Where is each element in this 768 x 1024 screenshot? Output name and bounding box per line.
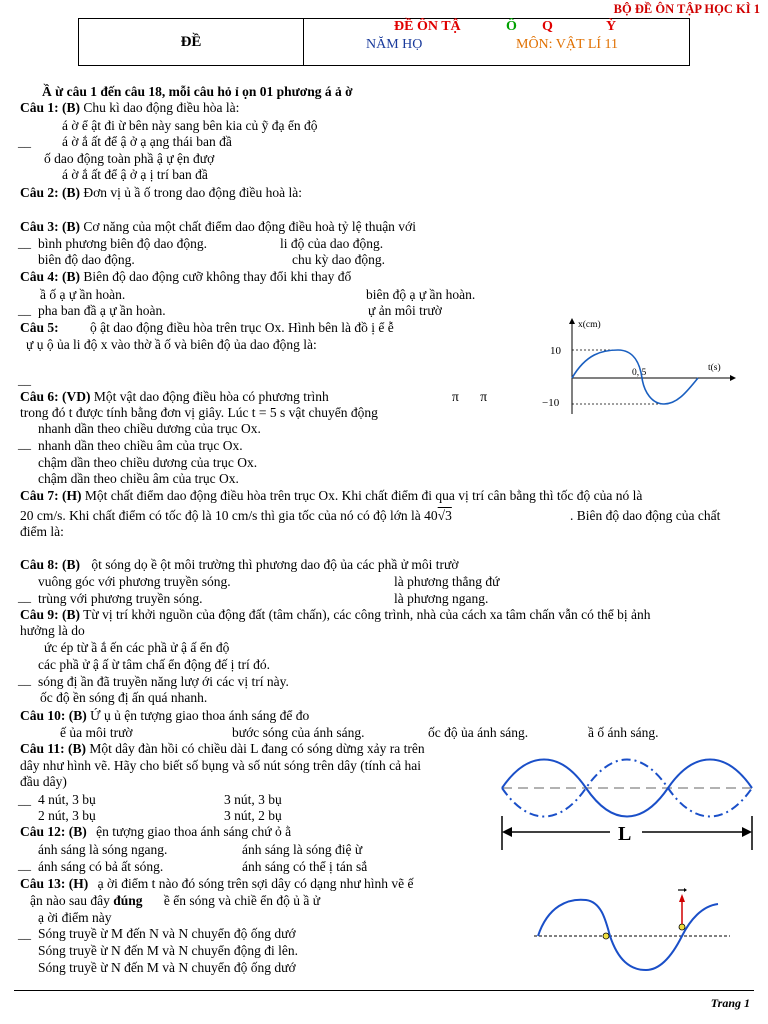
- q8-option-a: vuông góc với phương truyền sóng.: [38, 574, 231, 589]
- q12-option-c: ánh sáng có bả ất sóng.: [38, 859, 164, 874]
- q4-label: Câu 4: (B): [20, 269, 80, 284]
- q6-option-b: nhanh dần theo chiều âm của trục Ox.: [38, 438, 243, 453]
- q7-text: Một chất điểm dao động điều hòa trên trục Ox. Khi chất điểm đi qua vị trí cân bằng thì tốc độ của nó là: [84, 488, 643, 503]
- question-12: [20, 824, 291, 840]
- header-left-label: ĐỀ: [79, 19, 304, 65]
- q1-option-c: ố dao động toàn phầ ậ ự ện đượ: [44, 151, 215, 166]
- q13-option-a: Sóng truyề ừ M đến N và N chuyển độ ống dướ: [38, 926, 296, 941]
- q4-option-a: ầ ố ạ ự ần hoàn.: [40, 287, 126, 302]
- q5-text: ộ ật dao động điều hòa trên trục Ox. Hình bên là đồ ị ể ễ: [90, 320, 394, 335]
- q11-option-c: 2 nút, 3 bụ: [38, 808, 96, 823]
- header-right-cell: [304, 19, 689, 65]
- q2-label: Câu 2: (B): [20, 185, 80, 200]
- q7-label: Câu 7: (H): [20, 488, 82, 503]
- q9-option-a: ức ép từ ầ ắ ến các phầ ử ậ ấ ển độ: [44, 640, 230, 655]
- point-n: [679, 924, 685, 930]
- q12-label: Câu 12: (B): [20, 824, 87, 839]
- header-title-part-3: Q: [542, 19, 553, 34]
- q8-label: Câu 8: (B): [20, 557, 80, 572]
- q3-option-c: biên độ dao động.: [38, 252, 135, 267]
- q5-label: Câu 5:: [20, 320, 59, 335]
- q11-label: Câu 11: (B): [20, 741, 87, 756]
- point-m: [603, 933, 609, 939]
- q12-option-b: ánh sáng là sóng điệ ừ: [242, 842, 363, 857]
- q11-standing-wave-figure: [498, 748, 760, 856]
- header-title-part-1: ĐỀ ÔN TẬ: [394, 19, 461, 34]
- series-title: BỘ ĐỀ ÔN TẬP HỌC KÌ 1: [613, 2, 760, 16]
- q1-option-a: á ờ ể ật đi ừ bên này sang bên kia củ ỹ đạ ển độ: [62, 118, 318, 133]
- q1-label: Câu 1: (B): [20, 100, 80, 115]
- q7-text-line3: điểm là:: [20, 524, 64, 539]
- q10-option-c: ốc độ ủa ánh sáng.: [428, 725, 529, 740]
- q3-text: Cơ năng của một chất điểm dao động điều hoà tỷ lệ thuận với: [83, 219, 416, 234]
- q6-text: Một vật dao động điều hòa có phương trình: [93, 389, 329, 404]
- section-intro: Ầ ừ câu 1 đến câu 18, mỗi câu hỏ ỉ ọn 01 phương á ả ờ: [42, 84, 353, 99]
- q8-option-c: trùng với phương truyền sóng.: [38, 591, 203, 606]
- question-7: [20, 488, 642, 504]
- q13-option-c: Sóng truyề ừ N đến M và N chuyển độ ống dướ: [38, 960, 296, 975]
- q13-text-line2: [30, 893, 320, 909]
- question-8: [20, 557, 459, 573]
- q9-option-c: sóng đị ần đã truyền năng lượ ới các vị trí này.: [38, 674, 289, 689]
- q13-label: Câu 13: (H): [20, 876, 89, 891]
- q7-text-line2b: . Biên độ dao động của chất: [570, 508, 721, 523]
- q7-text-line2: [20, 508, 452, 524]
- footer-divider: [14, 990, 754, 991]
- q5-graph: [538, 316, 744, 420]
- q9-text: Từ vị trí khởi nguồn của động đất (tâm chấn), các công trình, nhà của cách xa tâm chấn vẫn có thể bị ảnh: [83, 607, 651, 622]
- graph-t-mark: 0, 5: [632, 368, 647, 378]
- header-title-part-4: Ỳ: [606, 19, 617, 34]
- q4-text: Biên độ dao động cưỡ không thay đổi khi thay đổ: [83, 269, 352, 284]
- header-subject: MÔN: VẬT LÍ 11: [516, 37, 619, 52]
- q3-option-b: li độ của dao động.: [280, 236, 384, 251]
- q13-line2-c: ề ển sóng và chiề ển độ ủ ầ ử: [163, 893, 321, 908]
- q7-sqrt: √3: [437, 508, 452, 523]
- graph-y-max: 10: [550, 345, 561, 357]
- graph-y-min: −10: [542, 397, 560, 409]
- q11-option-d: 3 nút, 2 bụ: [224, 808, 282, 823]
- page-number: Trang 1: [710, 996, 750, 1010]
- q9-text-line2: hưởng là do: [20, 623, 85, 638]
- q1-option-b: á ờ ắ ất để ậ ở ạ ạng thái ban đầ: [62, 134, 232, 149]
- q13-option-b: Sóng truyề ừ N đến M và N chuyển động đi lên.: [38, 943, 299, 958]
- q11-text-line3: đầu dây): [20, 774, 67, 789]
- header-title-part-2: Ô: [506, 19, 517, 34]
- q8-text: ột sóng dọ ề ột môi trường thì phương dao độ ủa các phầ ử môi trườ: [91, 557, 459, 572]
- q7-text-line2a: 20 cm/s. Khi chất điểm có tốc độ là 10 cm/s thì gia tốc của nó có độ lớn là 40: [20, 508, 438, 523]
- q13-line2-b: đúng: [113, 893, 143, 908]
- q10-option-b: bước sóng của ánh sáng.: [232, 725, 365, 740]
- q6-label: Câu 6: (VD): [20, 389, 91, 404]
- question-4: [20, 269, 351, 285]
- q11-option-a: 4 nút, 3 bụ: [38, 792, 96, 807]
- q12-option-d: ánh sáng có thể ị tán sắ: [242, 859, 368, 874]
- q13-text-line3: ạ ời điểm này: [38, 910, 112, 925]
- q2-text: Đơn vị ủ ầ ố trong dao động điều hoà là:: [83, 185, 302, 200]
- header-table: [78, 18, 690, 66]
- q12-text: ện tượng giao thoa ánh sáng chứ ỏ ằ: [96, 824, 292, 839]
- question-9: [20, 607, 651, 623]
- q10-label: Câu 10: (B): [20, 708, 87, 723]
- q12-option-a: ánh sáng là sóng ngang.: [38, 842, 168, 857]
- question-11: [20, 741, 425, 757]
- q8-option-b: là phương thẳng đứ: [394, 574, 500, 589]
- q13-wave-figure: [534, 886, 734, 976]
- q1-text: Chu kì dao động điều hòa là:: [83, 100, 240, 115]
- graph-t-axis-label: t(s): [708, 363, 721, 373]
- question-3: [20, 219, 416, 235]
- q9-label: Câu 9: (B): [20, 607, 80, 622]
- q10-text: Ứ ụ ủ ện tượng giao thoa ánh sáng để đo: [90, 708, 310, 723]
- q3-option-d: chu kỳ dao động.: [292, 252, 385, 267]
- q10-option-a: ế ủa môi trườ: [60, 725, 133, 740]
- q11-text-line2: dây như hình vẽ. Hãy cho biết số bụng và số nút sóng trên dây (tính cả hai: [20, 758, 421, 773]
- question-5: [20, 320, 394, 336]
- length-label: L: [618, 823, 632, 845]
- q6-pi-symbols: π π: [452, 389, 488, 404]
- q11-option-b: 3 nút, 3 bụ: [224, 792, 282, 807]
- q6-text-line2: trong đó t được tính bằng đơn vị giây. Lúc t = 5 s vật chuyển động: [20, 405, 378, 420]
- q5-text-line2: ự ụ ộ ủa li độ x vào thờ ầ ố và biên độ ủa dao động là:: [26, 337, 317, 352]
- q4-option-c: pha ban đầ ạ ự ần hoàn.: [38, 303, 166, 318]
- q9-option-d: ốc độ ền sóng đị ấn quá nhanh.: [40, 690, 208, 705]
- question-2: [20, 185, 302, 201]
- graph-y-axis-label: x(cm): [578, 320, 601, 330]
- q4-option-b: biên độ ạ ự ần hoàn.: [366, 287, 476, 302]
- q8-option-d: là phương ngang.: [394, 591, 489, 606]
- q1-option-d: á ờ ắ ất để ậ ở ạ ị trí ban đầ: [62, 167, 208, 182]
- question-1: [20, 100, 239, 116]
- q13-wave-curve: [538, 900, 718, 970]
- q6-option-d: chậm dần theo chiều âm của trục Ox.: [38, 471, 239, 486]
- question-10: [20, 708, 309, 724]
- q13-text: ạ ời điểm t nào đó sóng trên sợi dây có dạng như hình vẽ ế: [97, 876, 414, 891]
- q11-text: Một dây đàn hồi có chiều dài L đang có sóng dừng xảy ra trên: [89, 741, 425, 756]
- q6-option-c: chậm dần theo chiều dương của trục Ox.: [38, 455, 258, 470]
- q4-option-d: ự ản môi trườ: [368, 303, 442, 318]
- question-13: [20, 876, 414, 892]
- header-year: NĂM HỌ: [366, 37, 423, 52]
- q13-line2-a: ận nào sau đây: [30, 893, 110, 908]
- question-6: [20, 389, 329, 405]
- q6-option-a: nhanh dần theo chiều dương của trục Ox.: [38, 421, 261, 436]
- q9-option-b: các phầ ử ậ ấ ừ tâm chấ ển động đế ị trí đó.: [38, 657, 271, 672]
- q10-option-d: ầ ố ánh sáng.: [588, 725, 659, 740]
- q3-label: Câu 3: (B): [20, 219, 80, 234]
- q3-option-a: bình phương biên độ dao động.: [38, 236, 207, 251]
